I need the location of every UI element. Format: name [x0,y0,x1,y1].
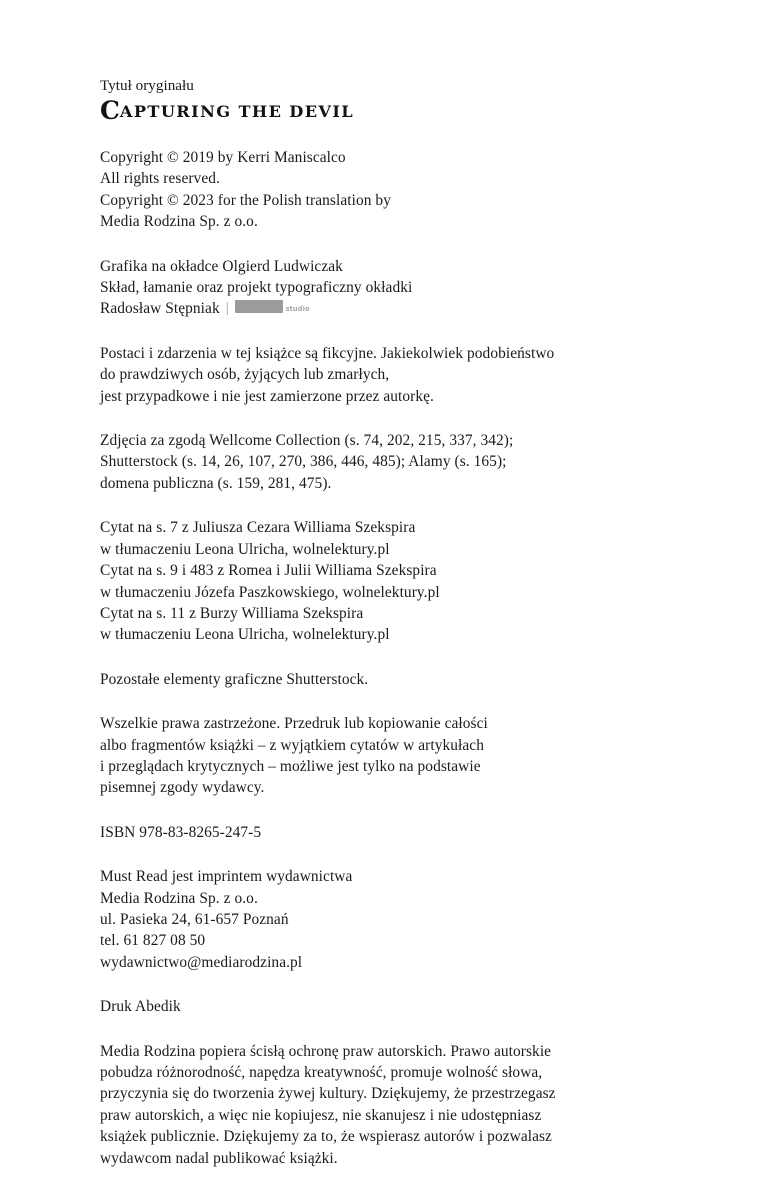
book-title [100,96,680,125]
title-rest: APTURING THE DEVIL [119,102,355,121]
anti-piracy-line: pobudza różnorodność, napędza kreatywność, promuje wolność słowa, [100,1064,543,1081]
publisher-address: ul. Pasieka 24, 61-657 Poznań [100,910,289,928]
quotation-line: Cytat na s. 7 z Juliusza Cezara Williama Szekspira [100,519,416,537]
photo-credit-line: Shutterstock (s. 14, 26, 107, 270, 386, 446, 485); Alamy (s. 165); [100,453,507,471]
logo-separator: | [225,299,229,316]
anti-piracy-line: Media Rodzina popiera ścisłą ochronę praw autorskich. Prawo autorskie [100,1042,552,1060]
imprint-line: Must Read jest imprintem wydawnictwa [100,868,353,886]
original-title-label: Tytuł oryginału [100,77,194,94]
photo-credit-line: Zdjęcia za zgodą Wellcome Collection (s. 74, 202, 215, 337, 342); [100,432,514,450]
isbn-value: ISBN 978-83-8265-247-5 [100,823,262,841]
copyright-line: Copyright © 2019 by Kerri Maniscalco [100,149,346,166]
quotation-line: Cytat na s. 11 z Burzy Williama Szekspira [100,604,364,622]
printer-line: Druk Abedik [100,998,181,1016]
copyright-block [100,147,680,233]
disclaimer-line: Postaci i zdarzenia w tej książce są fikcyjne. Jakiekolwiek podobieństwo [100,344,555,362]
page-content [100,76,680,1191]
other-graphics-line: Pozostałe elementy graficzne Shutterstock. [100,670,369,688]
studio-logo-subtext: studio [285,305,310,314]
studio-logo-wordmark [235,300,283,313]
photo-credit-line: domena publiczna (s. 159, 281, 475). [100,474,332,492]
isbn-block [100,822,680,843]
publisher-phone: tel. 61 827 08 50 [100,932,206,950]
publisher-email[interactable]: wydawnictwo@mediarodzina.pl [100,953,303,971]
title-dropcap: C [100,96,120,125]
rights-reserved-block [100,713,680,799]
copyright-line: Media Rodzina Sp. z o.o. [100,213,258,231]
studio-logo [235,299,310,320]
publisher-name: Media Rodzina Sp. z o.o. [100,889,258,907]
quotation-line: w tłumaczeniu Leona Ulricha, wolnelektury.pl [100,626,390,644]
typesetter-line [100,298,680,319]
anti-piracy-line: przyczynia się do tworzenia żywej kultury. Dziękujemy, że przestrzegasz [100,1085,556,1103]
printer-block [100,996,680,1017]
copyright-line: Copyright © 2023 for the Polish translation by [100,191,391,209]
anti-piracy-block [100,1041,680,1169]
rights-line: i przeglądach krytycznych – możliwe jest tylko na podstawie [100,757,481,775]
credit-line: Skład, łamanie oraz projekt typograficzny okładki [100,279,413,297]
rights-line: Wszelkie prawa zastrzeżone. Przedruk lub kopiowanie całości [100,715,488,733]
disclaimer-line: do prawdziwych osób, żyjących lub zmarłych, [100,366,390,384]
original-title-block [100,76,680,125]
credits-block [100,256,680,320]
rights-line: albo fragmentów książki – z wyjątkiem cytatów w artykułach [100,736,484,754]
quotation-line: Cytat na s. 9 i 483 z Romea i Julii Williama Szekspira [100,562,437,580]
quotation-line: w tłumaczeniu Leona Ulricha, wolnelektury.pl [100,540,390,558]
photo-credits-block [100,430,680,494]
imprint-block [100,866,680,973]
disclaimer-line: jest przypadkowe i nie jest zamierzone przez autorkę. [100,387,434,405]
quotation-line: w tłumaczeniu Józefa Paszkowskiego, wolnelektury.pl [100,583,440,601]
copyright-line: All rights reserved. [100,170,220,188]
anti-piracy-line: wydawcom nadal publikować książki. [100,1149,338,1167]
other-graphics-block [100,669,680,690]
typesetter-name: Radosław Stępniak [100,300,220,318]
anti-piracy-line: praw autorskich, a więc nie kopiujesz, nie skanujesz i nie udostępniasz [100,1106,542,1124]
rights-line: pisemnej zgody wydawcy. [100,779,265,797]
disclaimer-block [100,343,680,407]
quotation-credits-block [100,517,680,645]
credit-line: Grafika na okładce Olgierd Ludwiczak [100,257,343,275]
anti-piracy-line: książek publicznie. Dziękujemy za to, że wspierasz autorów i pozwalasz [100,1128,552,1146]
